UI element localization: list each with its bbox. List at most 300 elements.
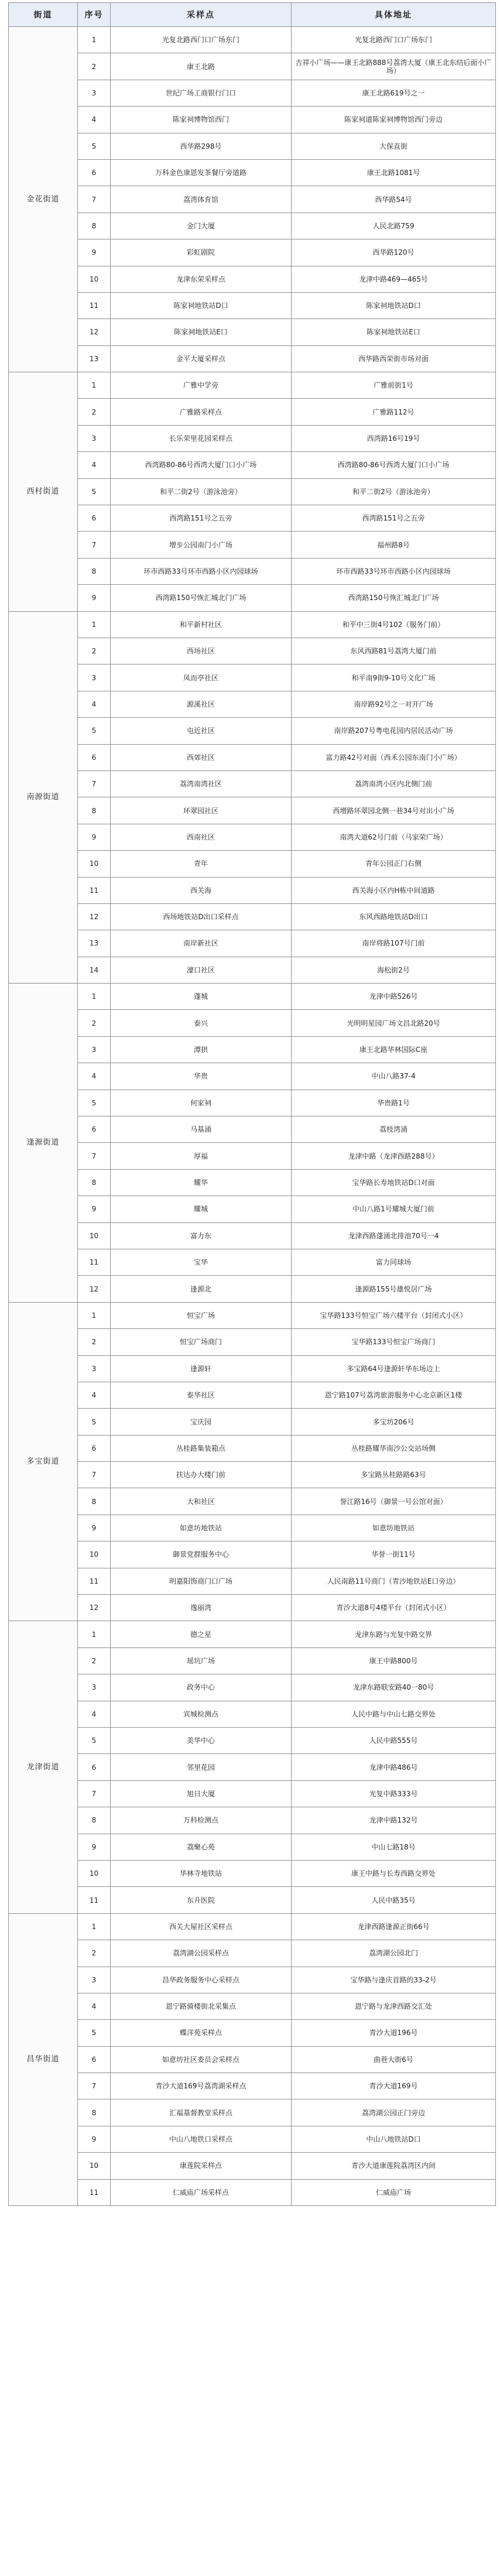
address-cell: 中山八路1号耀城大厦门前 [292,1196,496,1222]
header-number: 序号 [78,3,111,27]
table-row [9,2179,496,2205]
row-number-cell: 7 [78,1143,111,1169]
address-cell: 南湾大道62号门前（马家荣广场） [292,824,496,850]
address-cell: 龙津中路（龙津西路288号） [292,1143,496,1169]
address-cell: 恩宁路与龙津西路交汇处 [292,1993,496,2019]
row-number-cell: 4 [78,691,111,717]
table-row [9,824,496,850]
sampling-site-cell: 广雅路采样点 [111,399,292,425]
table-row [9,2153,496,2179]
table-row [9,107,496,133]
address-cell: 西湾路150号恢汇城北门广场 [292,585,496,611]
address-cell: 逢源路155号雄悦居广场 [292,1276,496,1302]
table-row [9,1036,496,1063]
table-row [9,1993,496,2019]
sampling-site-cell: 泰兴 [111,1010,292,1036]
table-row [9,266,496,292]
table-row [9,1595,496,1621]
sampling-site-cell: 大和社区 [111,1488,292,1515]
address-cell: 和平中三街4号102（服务门前） [292,611,496,638]
row-number-cell: 8 [78,1169,111,1195]
row-number-cell: 3 [78,664,111,691]
table-row [9,744,496,770]
table-row [9,1887,496,1913]
address-cell: 光复北路西门口广场东门 [292,27,496,53]
table-row [9,984,496,1010]
sampling-site-cell: 耀城 [111,1196,292,1222]
row-number-cell: 7 [78,1780,111,1807]
row-number-cell: 2 [78,1647,111,1674]
table-row [9,399,496,425]
address-cell: 广雅路112号 [292,399,496,425]
sampling-site-cell: 西场地铁站D出口采样点 [111,903,292,930]
table-row [9,213,496,239]
row-number-cell: 13 [78,930,111,957]
table-row [9,345,496,372]
sampling-site-cell: 荔湾南湾社区 [111,770,292,797]
address-cell: 龙津中路132号 [292,1807,496,1834]
table-row [9,27,496,53]
address-cell: 宝华路133号恒宝广场六楼平台（封闭式小区） [292,1302,496,1328]
sampling-site-cell: 西关大屋社区采样点 [111,1913,292,1940]
address-cell: 康王中路与长寿西路交界处 [292,1860,496,1886]
sampling-site-cell: 扶达办大楼门前 [111,1462,292,1488]
address-cell: 和平二街2号（游泳池旁） [292,478,496,505]
sampling-site-cell: 环市西路33号环市西路小区内园球场 [111,558,292,584]
sampling-site-cell: 宝华 [111,1249,292,1275]
sampling-site-cell: 耀华 [111,1169,292,1195]
sampling-site-cell: 逸丽湾 [111,1595,292,1621]
sampling-site-cell: 西湾路151号之五旁 [111,505,292,532]
row-number-cell: 9 [78,2126,111,2152]
row-number-cell: 10 [78,1860,111,1886]
row-number-cell: 2 [78,1329,111,1355]
address-cell: 大保直街 [292,133,496,159]
address-cell: 多宝坊206号 [292,1409,496,1435]
address-cell: 光明明星园广场文昌北路20号 [292,1010,496,1036]
row-number-cell: 2 [78,1010,111,1036]
row-number-cell: 7 [78,532,111,558]
table-row [9,2020,496,2046]
street-name-cell: 逢源街道 [9,984,78,1303]
address-cell: 人民中路555号 [292,1728,496,1754]
row-number-cell: 7 [78,770,111,797]
sampling-site-cell: 恩宁路骑楼街北采集点 [111,1993,292,2019]
row-number-cell: 2 [78,638,111,664]
address-cell: 西华路西荣街市场对面 [292,345,496,372]
sampling-site-cell: 陈家祠地铁站D口 [111,292,292,318]
table-row [9,1276,496,1302]
table-row [9,1435,496,1461]
row-number-cell: 3 [78,1674,111,1701]
sampling-site-cell: 旭日大厦 [111,1780,292,1807]
row-number-cell: 5 [78,2020,111,2046]
sampling-site-cell: 蓬城 [111,984,292,1010]
sampling-site-cell: 金平大厦采样点 [111,345,292,372]
address-cell: 华贵路1号 [292,1090,496,1116]
table-row [9,1674,496,1701]
address-cell: 海松街2号 [292,957,496,983]
table-row [9,1542,496,1568]
street-name-cell: 昌华街道 [9,1913,78,2205]
sampling-site-cell: 泰华社区 [111,1382,292,1408]
row-number-cell: 6 [78,505,111,532]
row-number-cell: 14 [78,957,111,983]
row-number-cell: 9 [78,239,111,266]
row-number-cell: 5 [78,1090,111,1116]
address-cell: 南岸将路107号门前 [292,930,496,957]
address-cell: 荔湾南湾小区内北侧门前 [292,770,496,797]
row-number-cell: 9 [78,1834,111,1860]
street-name-cell: 南源街道 [9,611,78,983]
table-row [9,1834,496,1860]
address-cell: 宝华路133号恒宝广场商门 [292,1329,496,1355]
sampling-site-cell: 马基涌 [111,1116,292,1143]
sampling-site-cell: 宾城检测点 [111,1701,292,1727]
address-cell: 青沙大道康莲院荔湾区内间 [292,2153,496,2179]
sampling-site-cell: 彩虹剧院 [111,239,292,266]
address-cell: 富力路42号对面（西禾公园东南门小广场） [292,744,496,770]
sampling-site-cell: 昌华政务服务中心采样点 [111,1967,292,1993]
row-number-cell: 5 [78,718,111,744]
row-number-cell: 10 [78,266,111,292]
sampling-site-cell: 如意坊社区委员会采样点 [111,2046,292,2073]
table-row [9,877,496,903]
sampling-site-cell: 东升医院 [111,1887,292,1913]
sampling-site-cell: 德之星 [111,1621,292,1647]
table-row [9,1196,496,1222]
sampling-site-cell: 光复北路西门口广场东门 [111,27,292,53]
row-number-cell: 10 [78,1222,111,1249]
address-cell: 康王北路1081号 [292,159,496,186]
row-number-cell: 11 [78,877,111,903]
address-cell: 西湾路151号之五旁 [292,505,496,532]
sampling-site-cell: 丛桂路集装箱点 [111,1435,292,1461]
sampling-site-cell: 万科检测点 [111,1807,292,1834]
address-cell: 龙津西路蓬涌北排池70号一4 [292,1222,496,1249]
table-row [9,452,496,478]
sampling-site-cell: 增步公园南门小广场 [111,532,292,558]
table-row [9,2073,496,2099]
address-cell: 恩宁路107号荔湾旅游服务中心北京新区1楼 [292,1382,496,1408]
address-cell: 环市西路33号环市西路小区内园球场 [292,558,496,584]
row-number-cell: 2 [78,399,111,425]
address-cell: 宝华路长寿地铁站D口对面 [292,1169,496,1195]
street-name-cell: 金花街道 [9,27,78,372]
header-address: 具体地址 [292,3,496,27]
table-row [9,1063,496,1090]
table-row [9,1382,496,1408]
row-number-cell: 3 [78,1967,111,1993]
table-row [9,1169,496,1195]
sampling-site-cell: 何家祠 [111,1090,292,1116]
row-number-cell: 12 [78,903,111,930]
row-number-cell: 1 [78,27,111,53]
address-cell: 陈家祠地铁站E口 [292,319,496,345]
address-cell: 和平南9街9-10号文化广场 [292,664,496,691]
sampling-site-cell: 西郊社区 [111,744,292,770]
header-row [9,3,496,27]
row-number-cell: 8 [78,1807,111,1834]
address-cell: 龙津东路联安路40一80号 [292,1674,496,1701]
row-number-cell: 4 [78,1993,111,2019]
table-row [9,2126,496,2152]
table-row [9,903,496,930]
sampling-site-cell: 邻里花园 [111,1754,292,1780]
street-name-cell: 西村街道 [9,372,78,612]
sampling-site-cell: 政务中心 [111,1674,292,1701]
address-cell: 西华路54号 [292,186,496,213]
table-row [9,1515,496,1541]
table-row [9,1329,496,1355]
sampling-site-cell: 西南社区 [111,824,292,850]
address-cell: 南岸路92号之一对开广场 [292,691,496,717]
row-number-cell: 4 [78,107,111,133]
address-cell: 宝华路与逢庆首路的33-2号 [292,1967,496,1993]
table-row [9,319,496,345]
table-row [9,292,496,318]
table-row [9,585,496,611]
table-row [9,1754,496,1780]
table-row [9,2099,496,2126]
address-cell: 西湾路80-86号西湾大厦门口小广场 [292,452,496,478]
sampling-site-cell: 青沙大道169号荔湾湖采样点 [111,2073,292,2099]
row-number-cell: 4 [78,452,111,478]
address-cell: 福州路8号 [292,532,496,558]
row-number-cell: 7 [78,186,111,213]
sampling-site-cell: 富力东 [111,1222,292,1249]
sampling-site-cell: 美华中心 [111,1728,292,1754]
address-cell: 龙津东路与光复中路交界 [292,1621,496,1647]
sampling-site-cell: 荔湾湖公园采样点 [111,1940,292,1967]
address-cell: 西增路环翠园北侧一巷34号对出小广场 [292,797,496,824]
sampling-site-cell: 世纪广场工商银行门口 [111,80,292,106]
address-cell: 富力同球场 [292,1249,496,1275]
address-cell: 多宝路64号逢源轩华东场边上 [292,1355,496,1382]
address-cell: 广雅前街1号 [292,372,496,399]
sampling-site-cell: 源溪社区 [111,691,292,717]
sampling-site-cell: 万科金色康恩发茶餐厅旁道路 [111,159,292,186]
row-number-cell: 1 [78,1621,111,1647]
row-number-cell: 3 [78,1036,111,1063]
table-row [9,1462,496,1488]
address-cell: 康王北路619号之一 [292,80,496,106]
sampling-site-cell: 华林寺地铁站 [111,1860,292,1886]
sampling-site-cell: 潭拱 [111,1036,292,1063]
address-cell: 人民北路759 [292,213,496,239]
row-number-cell: 5 [78,1728,111,1754]
table-row [9,1967,496,1993]
sampling-site-cell: 屯近社区 [111,718,292,744]
row-number-cell: 6 [78,1116,111,1143]
address-cell: 南岸路207号粤电花园内居民活动广场 [292,718,496,744]
row-number-cell: 3 [78,80,111,106]
sampling-site-cell: 康莲院采样点 [111,2153,292,2179]
sampling-site-cell: 华贵 [111,1063,292,1090]
row-number-cell: 8 [78,797,111,824]
sampling-site-cell: 西关海 [111,877,292,903]
sampling-site-cell: 环翠园社区 [111,797,292,824]
row-number-cell: 10 [78,1542,111,1568]
address-cell: 如意坊地铁站 [292,1515,496,1541]
row-number-cell: 5 [78,1409,111,1435]
table-row [9,930,496,957]
table-row [9,1647,496,1674]
row-number-cell: 11 [78,2179,111,2205]
row-number-cell: 12 [78,1595,111,1621]
table-row [9,1355,496,1382]
address-cell: 康王北路华林国际C座 [292,1036,496,1063]
sampling-site-cell: 恒宝广场 [111,1302,292,1328]
table-row [9,1222,496,1249]
address-cell: 誉江路16号（御景一号公馆对面） [292,1488,496,1515]
address-cell: 龙津中路486号 [292,1754,496,1780]
address-cell: 人民中路与中山七路交界处 [292,1701,496,1727]
row-number-cell: 4 [78,1382,111,1408]
row-number-cell: 11 [78,1568,111,1594]
table-row [9,638,496,664]
table-row [9,186,496,213]
table-row [9,1488,496,1515]
sampling-site-cell: 长乐荣里花园采样点 [111,425,292,451]
row-number-cell: 1 [78,1913,111,1940]
table-row [9,797,496,824]
address-cell: 丛桂路耀华南沙公交站场侧 [292,1435,496,1461]
address-cell: 龙津中路469—465号 [292,266,496,292]
row-number-cell: 11 [78,1249,111,1275]
row-number-cell: 11 [78,1887,111,1913]
table-row [9,80,496,106]
table-row [9,1860,496,1886]
address-cell: 青年公园正门右侧 [292,851,496,877]
table-row [9,1116,496,1143]
row-number-cell: 1 [78,611,111,638]
header-sampling-site: 采样点 [111,3,292,27]
sampling-site-cell: 康王北路 [111,53,292,80]
address-cell: 青沙大道8号4楼平台（封闭式小区） [292,1595,496,1621]
row-number-cell: 2 [78,53,111,80]
row-number-cell: 1 [78,984,111,1010]
table-row [9,1728,496,1754]
sampling-site-cell: 陈家祠地铁站E口 [111,319,292,345]
table-row [9,1409,496,1435]
address-cell: 人民中路35号 [292,1887,496,1913]
sampling-site-cell: 明嘉阳饰商门口广场 [111,1568,292,1594]
sampling-site-cell: 仁威庙广场采样点 [111,2179,292,2205]
row-number-cell: 9 [78,1515,111,1541]
table-row [9,372,496,399]
sampling-site-cell: 汇福基督教堂采样点 [111,2099,292,2126]
table-row [9,1010,496,1036]
row-number-cell: 1 [78,1302,111,1328]
sampling-site-cell: 濠口社区 [111,957,292,983]
table-row [9,1143,496,1169]
table-row [9,159,496,186]
sampling-site-cell: 凤而亭社区 [111,664,292,691]
address-cell: 曲巷大街6号 [292,2046,496,2073]
table-row [9,718,496,744]
row-number-cell: 7 [78,2073,111,2099]
header-street: 街道 [9,3,78,27]
sampling-site-cell: 逢源轩 [111,1355,292,1382]
row-number-cell: 1 [78,372,111,399]
row-number-cell: 5 [78,133,111,159]
address-cell: 中山七路18号 [292,1834,496,1860]
table-row [9,1780,496,1807]
table-row [9,1807,496,1834]
row-number-cell: 5 [78,478,111,505]
table-row [9,505,496,532]
row-number-cell: 12 [78,1276,111,1302]
row-number-cell: 8 [78,2099,111,2126]
sampling-site-cell: 恒宝广场商门 [111,1329,292,1355]
row-number-cell: 6 [78,159,111,186]
sampling-site-cell: 西场社区 [111,638,292,664]
table-row [9,1621,496,1647]
table-row [9,664,496,691]
table-row [9,425,496,451]
table-row [9,478,496,505]
sampling-site-cell: 西湾路150号恢汇城北门广场 [111,585,292,611]
address-cell: 吉祥小广场——康王北路888号荔湾大厦（康王北东结后面小广场） [292,53,496,80]
row-number-cell: 6 [78,744,111,770]
address-cell: 陈家祠地铁站D口 [292,292,496,318]
table-row [9,2046,496,2073]
address-cell: 荔湾湖公园正门旁边 [292,2099,496,2126]
sampling-site-cell: 瑶坑广场 [111,1647,292,1674]
row-number-cell: 13 [78,345,111,372]
row-number-cell: 9 [78,585,111,611]
sampling-site-cell: 荔聚心苑 [111,1834,292,1860]
street-name-cell: 多宝街道 [9,1302,78,1621]
sampling-site-cell: 和平新村社区 [111,611,292,638]
row-number-cell: 4 [78,1701,111,1727]
sampling-site-cell: 逢源北 [111,1276,292,1302]
address-cell: 华誉一街11号 [292,1542,496,1568]
sampling-site-cell: 中山八地铁口采样点 [111,2126,292,2152]
row-number-cell: 10 [78,2153,111,2179]
address-cell: 东风西路81号荔湾大厦门前 [292,638,496,664]
address-cell: 仁威庙广场 [292,2179,496,2205]
table-row [9,1302,496,1328]
sampling-site-cell: 龙津东荣采样点 [111,266,292,292]
table-row [9,1090,496,1116]
row-number-cell: 8 [78,1488,111,1515]
address-cell: 龙津西路逢源正街66号 [292,1913,496,1940]
sampling-site-cell: 广雅中学旁 [111,372,292,399]
row-number-cell: 10 [78,851,111,877]
row-number-cell: 8 [78,213,111,239]
table-row [9,957,496,983]
row-number-cell: 3 [78,1355,111,1382]
address-cell: 青沙大道196号 [292,2020,496,2046]
address-cell: 多宝路丛桂路路63号 [292,1462,496,1488]
address-cell: 陈家祠道陈家祠博物馆西门旁边 [292,107,496,133]
row-number-cell: 6 [78,1435,111,1461]
address-cell: 青沙大道169号 [292,2073,496,2099]
row-number-cell: 8 [78,558,111,584]
row-number-cell: 7 [78,1462,111,1488]
street-name-cell: 龙津街道 [9,1621,78,1913]
address-cell: 中山八路37-4 [292,1063,496,1090]
address-cell: 西华路120号 [292,239,496,266]
row-number-cell: 6 [78,2046,111,2073]
sampling-site-cell: 青年 [111,851,292,877]
table-row [9,1568,496,1594]
row-number-cell: 12 [78,319,111,345]
sampling-site-cell: 厚福 [111,1143,292,1169]
table-row [9,239,496,266]
